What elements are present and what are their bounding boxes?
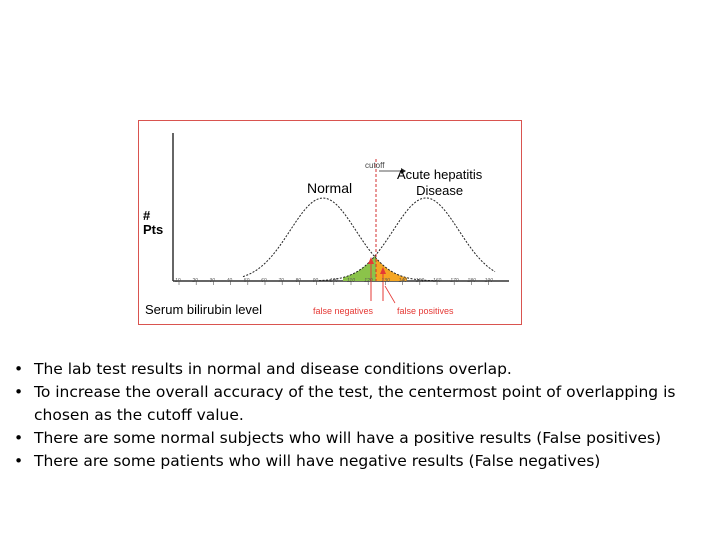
x-tick-label: 140 (398, 278, 407, 284)
bullet-text: The lab test results in normal and disease conditions overlap. (34, 360, 512, 378)
bullet-dot: • (14, 383, 24, 401)
bullet-item (14, 358, 704, 381)
bullet-list (14, 358, 704, 473)
bullet-dot: • (14, 452, 24, 470)
x-tick-label: 150 (415, 278, 425, 284)
bullet-text: There are some patients who will have negative results (False negatives) (34, 452, 601, 470)
x-tick-label: 10 (175, 278, 181, 284)
x-tick-label: 80 (295, 278, 301, 284)
x-tick-label: 160 (433, 278, 442, 284)
bullet-dot: • (14, 429, 24, 447)
x-tick-label: 110 (347, 278, 355, 284)
distribution-chart (139, 121, 523, 326)
disease-label (397, 167, 482, 199)
x-tick-label: 170 (450, 278, 459, 284)
bullet-text: There are some normal subjects who will have a positive results (False positives) (34, 429, 662, 447)
x-tick-label: 40 (226, 278, 233, 284)
x-tick-label: 180 (467, 278, 476, 284)
bullet-dot: • (14, 360, 24, 378)
y-axis-label-pts: Pts (143, 222, 164, 237)
cutoff-label: cutoff (365, 161, 385, 170)
disease-distribution-curve (319, 198, 495, 281)
x-tick-label: 130 (381, 278, 390, 284)
normal-label: Normal (307, 180, 353, 196)
distribution-figure (138, 120, 522, 325)
x-tick-label: 60 (261, 278, 267, 284)
bullet-text: To increase the overall accuracy of the test, the centermost point of overlapping is chosen as the cutoff value. (34, 383, 676, 424)
y-axis-label-hash: # (143, 208, 151, 223)
bullet-item (14, 381, 704, 427)
y-axis-label (143, 209, 163, 237)
bullet-item (14, 450, 704, 473)
bullet-item (14, 427, 704, 450)
false-positives-pointer (385, 286, 395, 303)
disease-label-line2: Disease (416, 183, 464, 198)
false-positives-label: false positives (397, 306, 454, 316)
x-tick-label: 120 (364, 278, 373, 284)
normal-distribution-curve (243, 198, 439, 281)
x-tick-label: 20 (192, 278, 198, 284)
disease-label-line1: Acute hepatitis (397, 167, 483, 182)
x-tick-label: 30 (209, 278, 215, 284)
x-tick-label: 90 (312, 278, 319, 284)
x-tick-label: 50 (243, 278, 250, 284)
x-axis-label: Serum bilirubin level (145, 302, 263, 317)
x-tick-label: 100 (329, 278, 339, 284)
x-tick-label: 70 (278, 278, 284, 284)
x-tick-label: 190 (484, 278, 493, 284)
false-negatives-label: false negatives (313, 306, 374, 316)
